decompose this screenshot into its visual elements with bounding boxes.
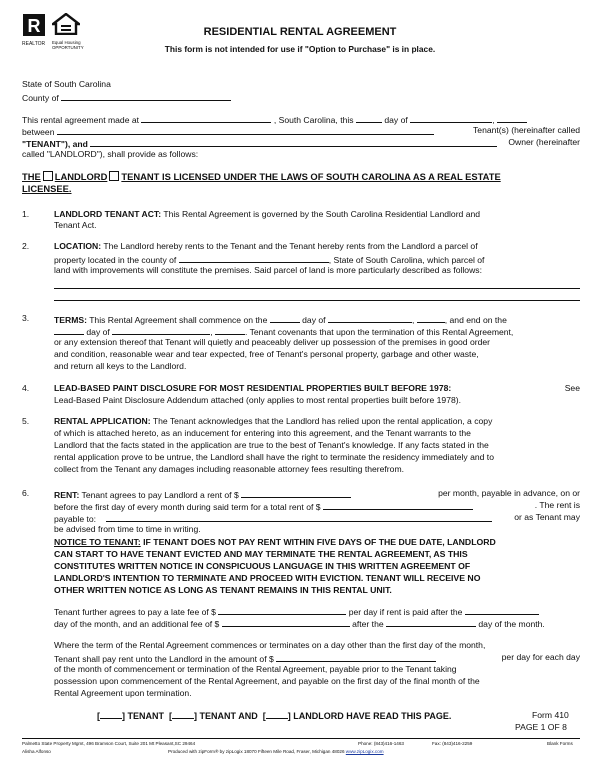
bracket-open-2: [ bbox=[169, 711, 173, 721]
footer-ziplogix-link[interactable]: www.zipLogix.com bbox=[345, 749, 384, 754]
tenant-2-label: TENANT AND bbox=[199, 711, 258, 721]
license-the: THE bbox=[22, 171, 41, 182]
bracket-open-3: [ bbox=[262, 711, 266, 721]
footer-fax: Fax: (843)416-2259 bbox=[432, 741, 473, 746]
section-5-line-5: collect from the Tenant any damages including reasonable attorney fees resulting therefrom. bbox=[54, 464, 404, 474]
day-of-label: day of bbox=[384, 115, 408, 125]
additional-fee-label: day of the month, and an additional fee of $ bbox=[54, 619, 220, 629]
bracket-close-1: ] bbox=[122, 711, 125, 721]
section-3-line-3: or any extension thereof that Tenant will quietly and peaceably deliver up possession of the premises in good order bbox=[54, 337, 491, 347]
county-label-2: property located in the county of bbox=[54, 255, 177, 265]
landlord-initials-field[interactable] bbox=[266, 709, 288, 719]
section-5-line-4: rental application prove to be untrue, the Landlord shall have the right to terminate the residency immediately and to bbox=[54, 452, 494, 462]
county-line bbox=[22, 91, 231, 104]
section-6-line-4: be advised from time to time in writing. bbox=[54, 524, 201, 534]
notice-line-1 bbox=[54, 536, 496, 548]
section-3-number: 3. bbox=[22, 313, 30, 323]
notice-line-4: LANDLORD'S INTENTION TO TERMINATE AND PROCEED WITH EVICTION. TENANT WILL RECEIVE NO bbox=[54, 573, 481, 583]
notice-text-1: IF TENANT DOES NOT PAY RENT WITHIN FIVE DAYS OF THE DUE DATE, LANDLORD bbox=[143, 537, 496, 547]
rent-is-label: . The rent is bbox=[534, 500, 580, 510]
day-of-month-label: day of the month. bbox=[478, 619, 545, 629]
license-landlord: LANDLORD bbox=[54, 171, 108, 182]
commence-label: This Rental Agreement shall commence on the bbox=[89, 315, 268, 325]
section-5-line-1 bbox=[54, 416, 492, 427]
eho-line-1: Equal Housing bbox=[52, 40, 81, 45]
agreement-line-4: called "LANDLORD"), shall provide as follows: bbox=[22, 149, 199, 159]
license-text: TENANT IS LICENSED UNDER THE LAWS OF SOUTH CAROLINA AS A REAL ESTATE bbox=[121, 171, 501, 182]
comma: , bbox=[492, 115, 495, 125]
section-1-text: This Rental Agreement is governed by the South Carolina Residential Landlord and bbox=[163, 209, 481, 219]
form-number bbox=[532, 710, 569, 721]
start-year-field[interactable] bbox=[417, 313, 445, 323]
section-4-line-1 bbox=[54, 383, 580, 394]
owner-name-field[interactable] bbox=[90, 137, 497, 147]
section-4-number: 4. bbox=[22, 383, 30, 393]
document-subtitle: This form is not intended for use if "Option to Purchase" is in place. bbox=[164, 44, 436, 54]
footer-blank-forms: Blank Forms bbox=[547, 741, 573, 746]
sc-this-label: , South Carolina, this bbox=[273, 115, 354, 125]
footer-phone: Phone: (843)416-1463 bbox=[358, 741, 404, 746]
license-line bbox=[22, 171, 501, 183]
footer-produced bbox=[168, 749, 384, 755]
additional-day-field[interactable] bbox=[386, 617, 476, 627]
section-2-line-1 bbox=[54, 241, 478, 252]
tenant-and-label: "TENANT"), and bbox=[22, 139, 88, 149]
notice-line-2: CAN START TO HAVE TENANT EVICTED AND MAY TERMINATE THE RENTAL AGREEMENT, AS THIS bbox=[54, 549, 468, 559]
tenant-2-initials-field[interactable] bbox=[172, 709, 194, 719]
section-5-heading: RENTAL APPLICATION: bbox=[54, 416, 151, 426]
covenant-text: . Tenant covenants that upon the termination of this Rental Agreement, bbox=[244, 327, 514, 337]
description-line-1[interactable] bbox=[54, 288, 580, 289]
prorate-line-1: Where the term of the Rental Agreement commences or terminates on a day other than the first day of the month, bbox=[54, 640, 486, 650]
per-day-each-label: per day for each day bbox=[501, 652, 580, 662]
late-fee-line-2 bbox=[54, 617, 580, 630]
license-line-2: LICENSEE. bbox=[22, 183, 72, 194]
prorate-amount-label: Tenant shall pay rent unto the Landlord in the amount of $ bbox=[54, 654, 274, 664]
per-month-label: per month, payable in advance, on or bbox=[438, 488, 580, 498]
end-day-field[interactable] bbox=[54, 325, 84, 335]
section-2-number: 2. bbox=[22, 241, 30, 251]
end-year-field[interactable] bbox=[215, 325, 245, 335]
start-day-field[interactable] bbox=[270, 313, 300, 323]
late-fee-field[interactable] bbox=[218, 605, 346, 615]
end-on-label: , and end on the bbox=[444, 315, 507, 325]
section-3-heading: TERMS: bbox=[54, 315, 87, 325]
total-rent-field[interactable] bbox=[323, 500, 473, 510]
section-5-line-3: Landlord that the facts stated in the application are true to the best of Tenant's knowledge. If any facts stated in the bbox=[54, 440, 489, 450]
description-line-2[interactable] bbox=[54, 300, 580, 301]
notice-line-3: CONSTITUTES WRITTEN NOTICE IN CONSPICUOUS LANGUAGE IN THIS WRITTEN AGREEMENT OF bbox=[54, 561, 471, 571]
prorate-line-5: Rental Agreement upon termination. bbox=[54, 688, 192, 698]
prorate-amount-field[interactable] bbox=[276, 652, 436, 662]
landlord-read-label: LANDLORD HAVE READ THIS PAGE. bbox=[293, 711, 452, 721]
form-label: Form bbox=[532, 710, 553, 720]
section-5-text: The Tenant acknowledges that the Landlord has relied upon the rental application, a copy bbox=[152, 416, 493, 426]
landlord-checkbox[interactable] bbox=[43, 171, 53, 181]
per-day-label: per day if rent is paid after the bbox=[348, 607, 463, 617]
bracket-close-3: ] bbox=[287, 711, 291, 721]
day-field[interactable] bbox=[356, 113, 382, 123]
section-3-line-4: and condition, reasonable wear and tear expected, free of Tenant's personal property, garbage and other waste, bbox=[54, 349, 479, 359]
section-5-line-2: of which is attached hereto, as an inducement for entering into this agreement, and the Tenant warrants to the bbox=[54, 428, 471, 438]
payable-to-label: payable to: bbox=[54, 514, 97, 524]
section-1-line-1 bbox=[54, 209, 480, 220]
realtor-text: REALTOR bbox=[22, 41, 46, 47]
prorate-line-4: possession upon commencement of the Rental Agreement, and payable on the first day of the final month of the bbox=[54, 676, 480, 686]
month-field[interactable] bbox=[410, 113, 495, 125]
section-2-text: The Landlord hereby rents to the Tenant and the Tenant hereby rents from the Landlord a parcel of bbox=[103, 241, 478, 251]
notice-heading: NOTICE TO TENANT: bbox=[54, 537, 141, 547]
late-day-field[interactable] bbox=[465, 605, 539, 615]
tenant-checkbox[interactable] bbox=[109, 171, 119, 181]
footer-rule bbox=[22, 738, 580, 739]
monthly-rent-field[interactable] bbox=[241, 488, 351, 498]
or-as-label: or as Tenant may bbox=[514, 512, 580, 522]
state-sc-label: , State of South Carolina, which parcel of bbox=[328, 255, 485, 265]
end-day-of: day of bbox=[86, 327, 110, 337]
section-1-number: 1. bbox=[22, 209, 30, 219]
start-day-of: day of bbox=[302, 315, 326, 325]
section-6-number: 6. bbox=[22, 488, 30, 498]
tenant-name-field[interactable] bbox=[57, 125, 434, 135]
year-field[interactable] bbox=[497, 113, 527, 123]
footer-agent: Alisha Alfonso bbox=[22, 749, 51, 754]
page-number: PAGE 1 OF 8 bbox=[515, 722, 567, 732]
prorate-line-3: of the month of commencement or termination of the Rental Agreement, payable prior to the Tenant taking bbox=[54, 664, 457, 674]
footer-company: Palmetto State Property Mgmt, 496 Bramson Court, Suite 201 Mt Pleasant,SC 29464 bbox=[22, 741, 196, 746]
document-title: RESIDENTIAL RENTAL AGREEMENT bbox=[203, 26, 397, 38]
county-field[interactable] bbox=[61, 91, 231, 101]
tenant-1-label: TENANT bbox=[127, 711, 165, 721]
section-4-see: See bbox=[564, 383, 580, 393]
between-label: between bbox=[22, 127, 55, 137]
eho-line-2: OPPORTUNITY bbox=[52, 45, 84, 50]
section-2-heading: LOCATION: bbox=[54, 241, 102, 251]
form-number-value: 410 bbox=[554, 710, 569, 720]
section-4-heading: LEAD-BASED PAINT DISCLOSURE FOR MOST RESIDENTIAL PROPERTIES BUILT BEFORE 1978: bbox=[54, 383, 452, 393]
section-6-heading: RENT: bbox=[54, 490, 80, 500]
state-line: State of South Carolina bbox=[22, 79, 111, 89]
owner-label: Owner (hereinafter bbox=[508, 137, 580, 147]
property-county-field[interactable] bbox=[179, 253, 329, 263]
section-1-line-2: Tenant Act. bbox=[54, 220, 97, 230]
start-month-field[interactable] bbox=[328, 313, 415, 325]
notice-line-5: OTHER WRITTEN NOTICE AS LONG AS TENANT REMAINS IN THIS RENTAL UNIT. bbox=[54, 585, 392, 595]
late-fee-label: Tenant further agrees to pay a late fee of $ bbox=[54, 607, 216, 617]
footer-zipform-text: Produced with zipForm® by zipLogix 18070 Fifteen Mile Road, Fraser, Michigan 48026 bbox=[168, 749, 345, 754]
bracket-open-1: [ bbox=[97, 711, 100, 721]
section-2-line-3: land with improvements will constitute the premises. Said parcel of land is more particularly described as follows: bbox=[54, 265, 482, 275]
tenants-label: Tenant(s) (hereinafter called bbox=[473, 125, 580, 135]
section-3-line-5: and return all keys to the Landlord. bbox=[54, 361, 187, 371]
made-at-label: This rental agreement made at bbox=[22, 115, 140, 125]
section-5-number: 5. bbox=[22, 416, 30, 426]
rent-of-label: Tenant agrees to pay Landlord a rent of $ bbox=[81, 490, 239, 500]
comma-3: , bbox=[210, 327, 213, 337]
made-at-field[interactable] bbox=[141, 113, 271, 123]
additional-fee-field[interactable] bbox=[222, 617, 350, 627]
bracket-close-2: ] bbox=[194, 711, 198, 721]
comma-2: , bbox=[411, 315, 415, 325]
section-4-line-2: Lead-Based Paint Disclosure Addendum attached (only applies to most rental properties built before 1978). bbox=[54, 395, 462, 405]
after-the-label: after the bbox=[352, 619, 384, 629]
total-rent-label: before the first day of every month during said term for a total rent of $ bbox=[54, 502, 321, 512]
initials-row bbox=[97, 709, 451, 721]
section-1-heading: LANDLORD TENANT ACT: bbox=[54, 209, 162, 219]
svg-text:R: R bbox=[27, 16, 41, 36]
county-label: County of bbox=[22, 93, 59, 103]
payable-to-field[interactable] bbox=[106, 512, 492, 522]
end-month-field[interactable] bbox=[112, 325, 213, 337]
tenant-1-initials-field[interactable] bbox=[100, 709, 122, 719]
